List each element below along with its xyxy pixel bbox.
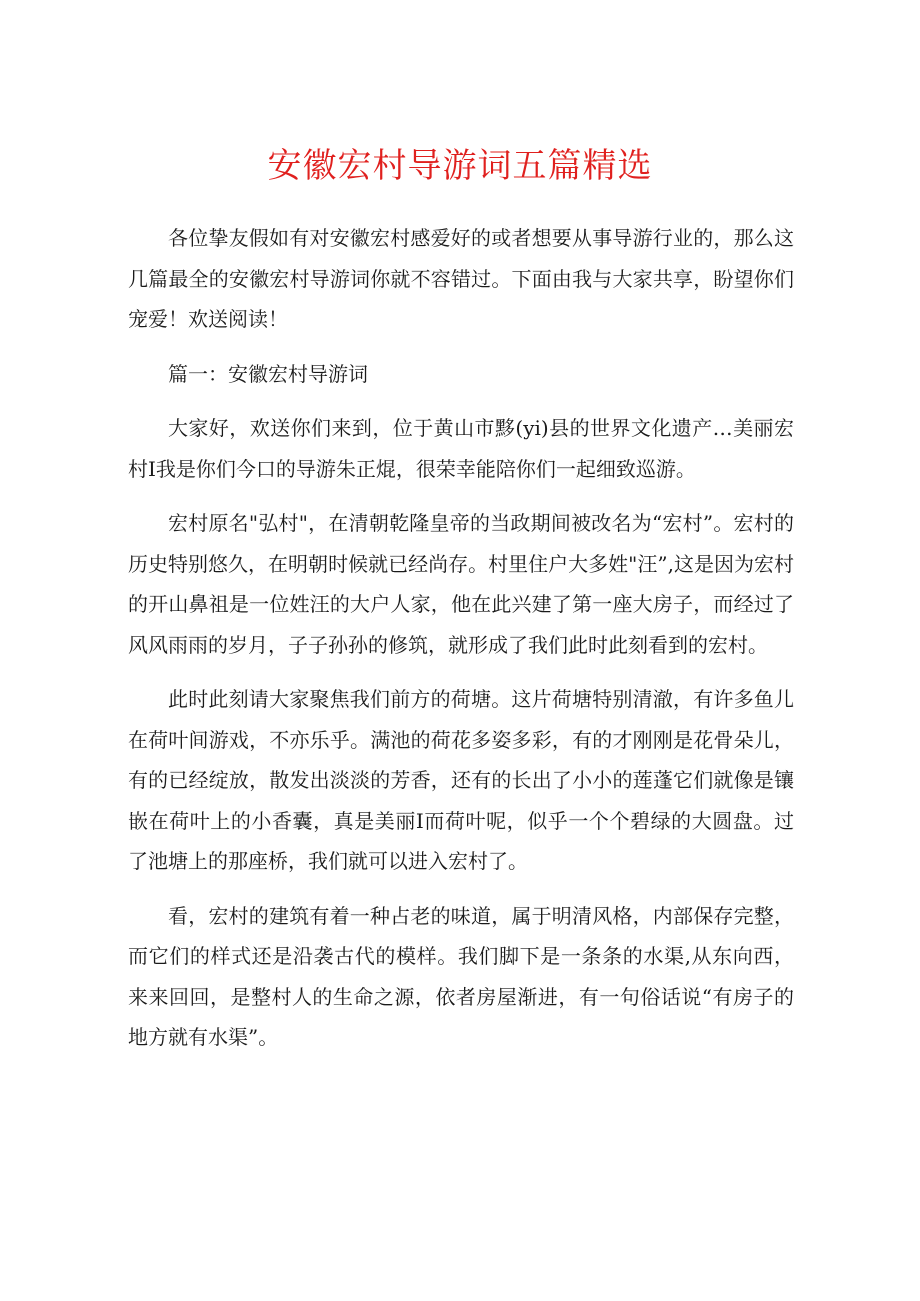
section-heading: 篇一：安徽宏村导游词 (168, 361, 368, 386)
document-title: 安徽宏村导游词五篇精选 (267, 146, 653, 186)
paragraph-intro: 各位挚友假如有对安徽宏村感爱好的或者想要从事导游行业的，那么这几篇最全的安徽宏村导游词你就不容错过。下面由我与大家共享，盼望你们宠爱！欢送阅读！ (128, 226, 794, 331)
paragraph-lotus-pond: 此时此刻请大家聚焦我们前方的荷塘。这片荷塘特别清澈，有许多鱼儿在荷叶间游戏，不亦乐乎。满池的荷花多姿多彩，有的才刚刚是花骨朵儿，有的已经绽放，散发出淡淡的芳香，还有的长出了小小的莲蓬它们就像是镶嵌在荷叶上的小香囊，真是美丽I而荷叶呢，似乎一个个碧绿的大圆盘。过了池塘上的那座桥，我们就可以进入宏村了。 (128, 687, 794, 873)
paragraph-welcome: 大家好，欢送你们来到，位于黄山市黟(yi)县的世界文化遗产…美丽宏村I我是你们今口的导游朱正焜，很荣幸能陪你们一起细致巡游。 (128, 416, 794, 481)
paragraph-history: 宏村原名"弘村"，在清朝乾隆皇帝的当政期间被改名为“宏村”。宏村的历史特别悠久，在明朝时候就已经尚存。村里住户大多姓"汪”,这是因为宏村的开山鼻祖是一位姓汪的大户人家，他在此兴建了第一座大房子，而经过了风风雨雨的岁月，子子孙孙的修筑，就形成了我们此时此刻看到的宏村。 (128, 511, 794, 657)
paragraph-architecture: 看，宏村的建筑有着一种占老的味道，属于明清风格，内部保存完整，而它们的样式还是沿袭古代的模样。我们脚下是一条条的水渠,从东向西，来来回回，是整村人的生命之源，依者房屋渐进，有一句俗话说“有房子的地方就有水渠”。 (128, 903, 794, 1049)
document-body (128, 218, 794, 1072)
